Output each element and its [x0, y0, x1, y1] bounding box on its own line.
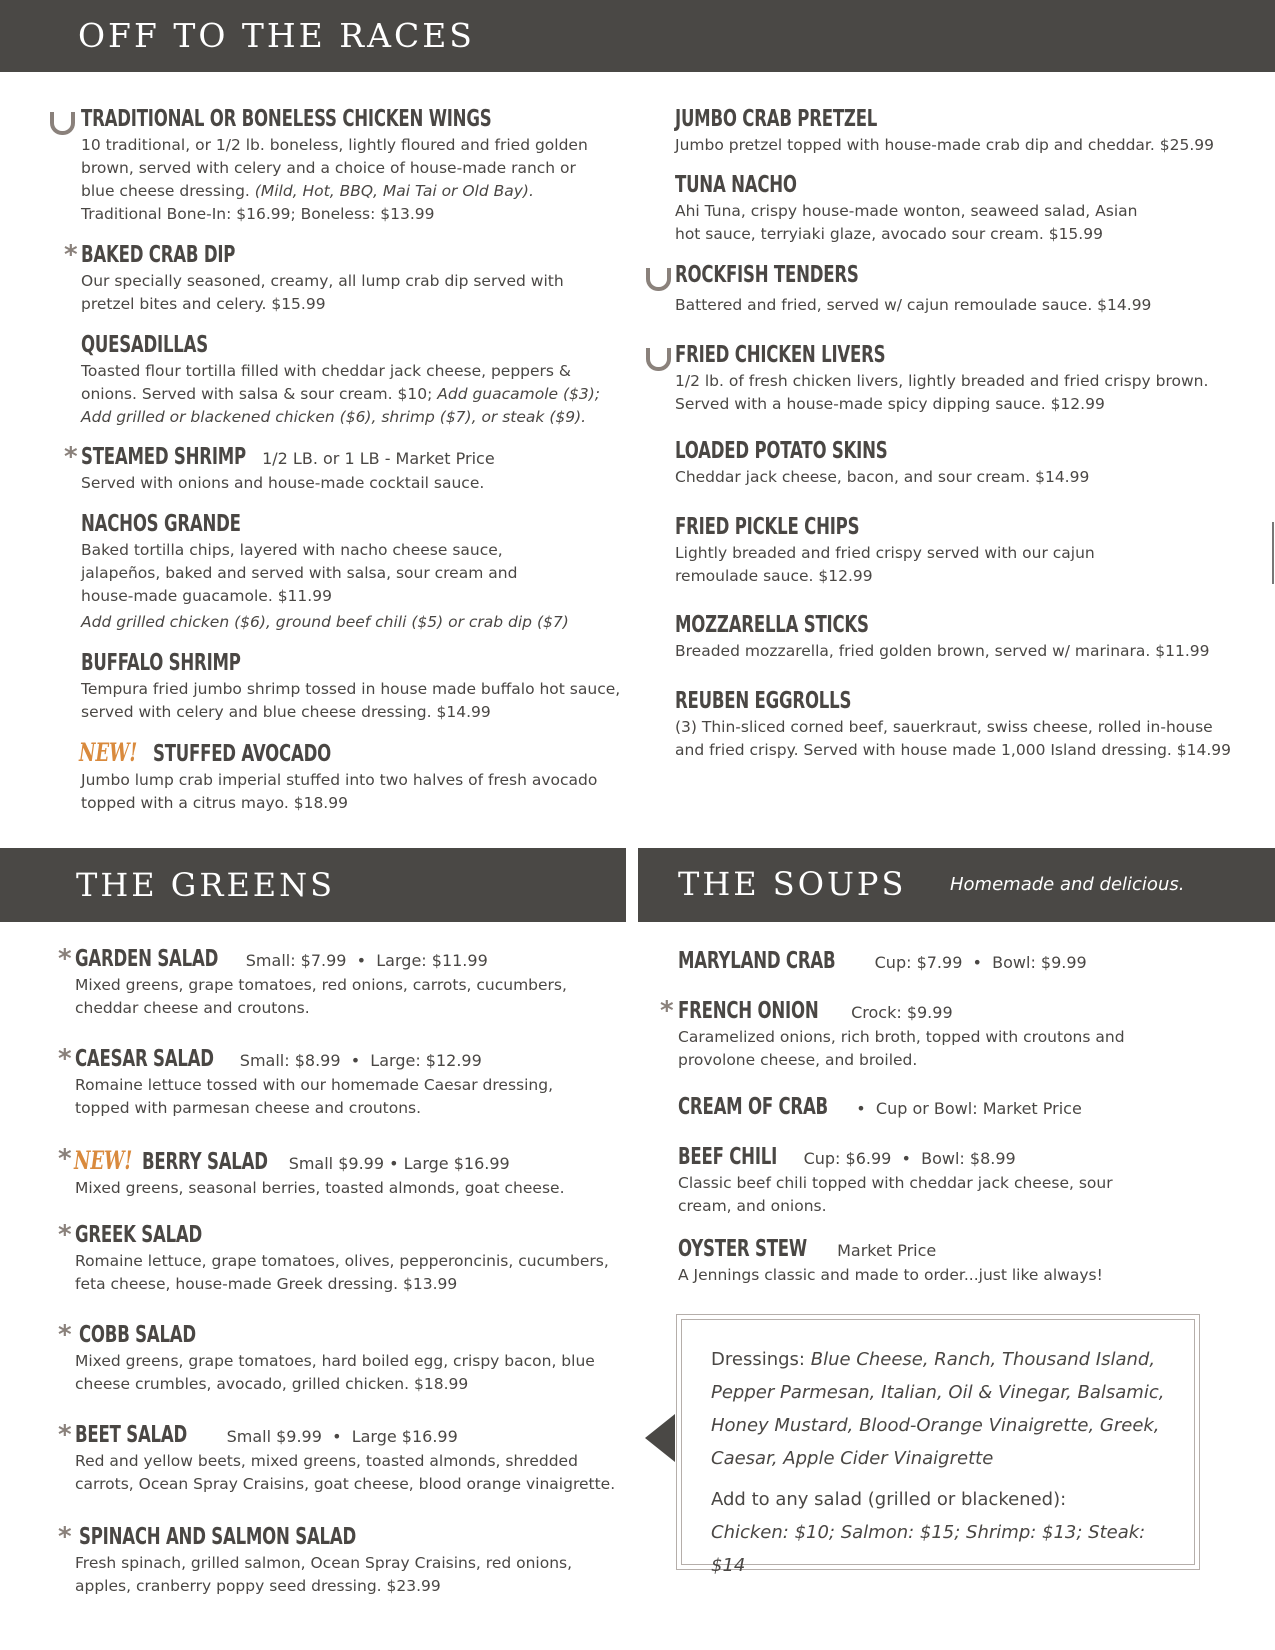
- menu-item-spinach-salmon-salad: [75, 1524, 639, 1598]
- item-price: Traditional Bone-In: $16.99; Boneless: $13.99: [81, 205, 435, 223]
- item-price: Market Price: [837, 1241, 937, 1260]
- menu-item-tuna-nacho: [675, 172, 1245, 246]
- item-description: Breaded mozzarella, fried golden brown, served w/ marinara. $11.99: [675, 642, 1210, 660]
- menu-item-fried-pickle-chips: [675, 514, 1245, 588]
- section-header-soups: [638, 848, 1275, 922]
- horseshoe-icon: [646, 268, 671, 291]
- item-name: BEET SALAD: [75, 1422, 188, 1448]
- item-description: Romaine lettuce tossed with our homemade Caesar dressing, topped with parmesan cheese and croutons.: [75, 1076, 554, 1117]
- menu-item-reuben-eggrolls: [675, 688, 1245, 762]
- item-description: Our specially seasoned, creamy, all lump crab dip served with pretzel bites and celery. $15.99: [81, 272, 564, 313]
- item-name: SPINACH AND SALMON SALAD: [79, 1524, 357, 1550]
- horseshoe-icon: [50, 112, 75, 135]
- item-description: Fresh spinach, grilled salmon, Ocean Spray Craisins, red onions, apples, cranberry poppy seed dressing. $23.99: [75, 1554, 573, 1595]
- menu-item-steamed-shrimp: [81, 444, 641, 495]
- item-sauce-options: (Mild, Hot, BBQ, Mai Tai or Old Bay).: [254, 182, 534, 200]
- item-description: Lightly breaded and fried crispy served with our cajun remoulade sauce. $12.99: [675, 544, 1095, 585]
- item-price: • Cup or Bowl: Market Price: [856, 1099, 1082, 1118]
- item-price: Crock: $9.99: [851, 1003, 953, 1022]
- asterisk-icon: *: [58, 944, 72, 974]
- menu-item-baked-crab-dip: [81, 242, 641, 316]
- item-description: Cheddar jack cheese, bacon, and sour cream. $14.99: [675, 468, 1090, 486]
- asterisk-icon: *: [64, 442, 78, 472]
- item-name: QUESADILLAS: [81, 332, 208, 358]
- section-header-races: [0, 0, 1275, 72]
- item-name: CREAM OF CRAB: [678, 1094, 828, 1120]
- dressings-label: Dressings:: [711, 1349, 805, 1370]
- soup-item-cream-of-crab: [678, 1094, 1238, 1120]
- menu-item-beet-salad: [75, 1422, 635, 1496]
- asterisk-icon: *: [58, 1220, 72, 1250]
- section-title: OFF TO THE RACES: [78, 16, 475, 55]
- item-name: JUMBO CRAB PRETZEL: [675, 106, 878, 132]
- item-name: BAKED CRAB DIP: [81, 242, 236, 268]
- item-name: STEAMED SHRIMP: [81, 444, 246, 470]
- item-name: OYSTER STEW: [678, 1236, 807, 1262]
- item-name: GREEK SALAD: [75, 1222, 203, 1248]
- item-description: Red and yellow beets, mixed greens, toasted almonds, shredded carrots, Ocean Spray Craisins, goat cheese, blood orange vinaigrette.: [75, 1452, 616, 1493]
- item-price: Small: $8.99 • Large: $12.99: [239, 1051, 482, 1070]
- item-name: BUFFALO SHRIMP: [81, 650, 241, 676]
- item-description: Mixed greens, grape tomatoes, hard boiled egg, crispy bacon, blue cheese crumbles, avocado, grilled chicken. $18.99: [75, 1352, 595, 1393]
- item-description: (3) Thin-sliced corned beef, sauerkraut, swiss cheese, rolled in-house and fried crispy. Served with house made 1,000 Island dressing. $14.99: [675, 718, 1232, 759]
- item-description: Jumbo pretzel topped with house-made crab dip and cheddar. $25.99: [675, 136, 1214, 154]
- item-name: REUBEN EGGROLLS: [675, 688, 852, 714]
- item-description: Caramelized onions, rich broth, topped with croutons and provolone cheese, and broiled.: [678, 1028, 1125, 1069]
- item-name: STUFFED AVOCADO: [153, 741, 331, 767]
- asterisk-icon: *: [58, 1144, 72, 1174]
- dressings-list: Blue Cheese, Ranch, Thousand Island, Pepper Parmesan, Italian, Oil & Vinegar, Balsamic, Honey Mustard, Blood-Orange Vinaigrette, Greek, Caesar, Apple Cider Vinaigrette: [711, 1349, 1165, 1469]
- item-description: 10 traditional, or 1/2 lb. boneless, lightly floured and fried golden brown, served with celery and a choice of house-made ranch or blue cheese dressing.: [81, 136, 588, 200]
- item-name: GARDEN SALAD: [75, 946, 219, 972]
- new-badge: NEW!: [74, 1146, 133, 1175]
- asterisk-icon: *: [58, 1522, 72, 1552]
- menu-item-jumbo-crab-pretzel: [675, 106, 1245, 157]
- item-name: MOZZARELLA STICKS: [675, 612, 869, 638]
- soup-item-beef-chili: [678, 1144, 1238, 1218]
- item-name: TRADITIONAL OR BONELESS CHICKEN WINGS: [81, 106, 492, 132]
- item-description: Toasted flour tortilla filled with cheddar jack cheese, peppers & onions. Served with salsa & sour cream. $10;: [81, 362, 572, 403]
- item-name: FRIED CHICKEN LIVERS: [675, 342, 886, 368]
- item-name: NACHOS GRANDE: [81, 511, 241, 537]
- asterisk-icon: *: [58, 1420, 72, 1450]
- soup-item-oyster-stew: [678, 1236, 1238, 1287]
- item-description: 1/2 lb. of fresh chicken livers, lightly breaded and fried crispy brown. Served with a house-made spicy dipping sauce. $12.99: [675, 372, 1209, 413]
- item-name: CAESAR SALAD: [75, 1046, 214, 1072]
- item-name: FRIED PICKLE CHIPS: [675, 514, 860, 540]
- section-title: THE GREENS: [76, 866, 336, 904]
- item-name: ROCKFISH TENDERS: [675, 262, 859, 288]
- pointer-arrow-icon: [645, 1414, 675, 1462]
- menu-item-mozzarella-sticks: [675, 612, 1245, 663]
- new-badge: NEW!: [79, 738, 138, 767]
- addon-prices: Chicken: $10; Salmon: $15; Shrimp: $13; Steak: $14: [711, 1522, 1146, 1576]
- horseshoe-icon: [646, 348, 671, 371]
- soup-item-maryland-crab: [678, 948, 1238, 974]
- menu-item-berry-salad: [74, 1146, 634, 1200]
- item-description: Classic beef chili topped with cheddar jack cheese, sour cream, and onions.: [678, 1174, 1113, 1215]
- menu-item-cobb-salad: [75, 1322, 639, 1396]
- item-description: A Jennings classic and made to order...just like always!: [678, 1266, 1103, 1284]
- item-price: Cup: $7.99 • Bowl: $9.99: [874, 953, 1087, 972]
- item-price: Cup: $6.99 • Bowl: $8.99: [803, 1149, 1016, 1168]
- item-addons: Add grilled chicken ($6), ground beef chili ($5) or crab dip ($7): [81, 613, 569, 631]
- item-name: FRENCH ONION: [678, 998, 819, 1024]
- menu-item-nachos-grande: [81, 511, 641, 634]
- menu-item-loaded-potato-skins: [675, 438, 1245, 489]
- menu-item-caesar-salad: [75, 1046, 635, 1120]
- item-name: TUNA NACHO: [675, 172, 797, 198]
- item-price: 1/2 LB. or 1 LB - Market Price: [262, 449, 495, 468]
- menu-item-fried-chicken-livers: [675, 342, 1245, 416]
- item-description: Mixed greens, grape tomatoes, red onions, carrots, cucumbers, cheddar cheese and croutons.: [75, 976, 567, 1017]
- item-name: COBB SALAD: [79, 1322, 196, 1348]
- item-price: Small $9.99 • Large $16.99: [226, 1427, 458, 1446]
- asterisk-icon: *: [58, 1044, 72, 1074]
- item-description: Romaine lettuce, grape tomatoes, olives, pepperoncinis, cucumbers, feta cheese, house-made Greek dressing. $13.99: [75, 1252, 609, 1293]
- item-price: Small: $7.99 • Large: $11.99: [245, 951, 488, 970]
- item-description: Tempura fried jumbo shrimp tossed in house made buffalo hot sauce, served with celery and blue cheese dressing. $14.99: [81, 680, 621, 721]
- menu-item-greek-salad: [75, 1222, 635, 1296]
- section-title: THE SOUPS: [678, 865, 907, 903]
- item-name: LOADED POTATO SKINS: [675, 438, 888, 464]
- item-description: Mixed greens, seasonal berries, toasted almonds, goat cheese.: [75, 1179, 565, 1197]
- asterisk-icon: *: [64, 240, 78, 270]
- section-tagline: Homemade and delicious.: [950, 874, 1185, 895]
- item-description: Baked tortilla chips, layered with nacho cheese sauce, jalapeños, baked and served with salsa, sour cream and house-made guacamole. $11.99: [81, 541, 518, 605]
- menu-item-buffalo-shrimp: [81, 650, 641, 724]
- section-header-greens: [0, 848, 626, 922]
- page-edge-mark: [1272, 522, 1274, 584]
- item-name: BEEF CHILI: [678, 1144, 778, 1170]
- dressings-box: [676, 1314, 1200, 1576]
- menu-item-garden-salad: [75, 946, 635, 1020]
- item-description: Served with onions and house-made cocktail sauce.: [81, 474, 485, 492]
- item-description: Ahi Tuna, crispy house-made wonton, seaweed salad, Asian hot sauce, terryiaki glaze, avocado sour cream. $15.99: [675, 202, 1138, 243]
- menu-item-rockfish-tenders: [675, 262, 1245, 317]
- menu-item-stuffed-avocado: [79, 738, 639, 815]
- item-price: Small $9.99 • Large $16.99: [288, 1154, 510, 1173]
- item-addons: Add guacamole ($3); Add grilled or blackened chicken ($6), shrimp ($7), or steak ($9).: [81, 385, 601, 426]
- item-name: BERRY SALAD: [142, 1149, 268, 1175]
- item-description: Battered and fried, served w/ cajun remoulade sauce. $14.99: [675, 296, 1152, 314]
- item-name: MARYLAND CRAB: [678, 948, 836, 974]
- item-description: Jumbo lump crab imperial stuffed into two halves of fresh avocado topped with a citrus mayo. $18.99: [81, 771, 598, 812]
- addon-label: Add to any salad (grilled or blackened):: [711, 1489, 1067, 1510]
- soup-item-french-onion: [678, 998, 1238, 1072]
- asterisk-icon: *: [660, 996, 674, 1026]
- asterisk-icon: *: [58, 1320, 72, 1350]
- menu-item-chicken-wings: [81, 106, 641, 226]
- menu-item-quesadillas: [81, 332, 641, 429]
